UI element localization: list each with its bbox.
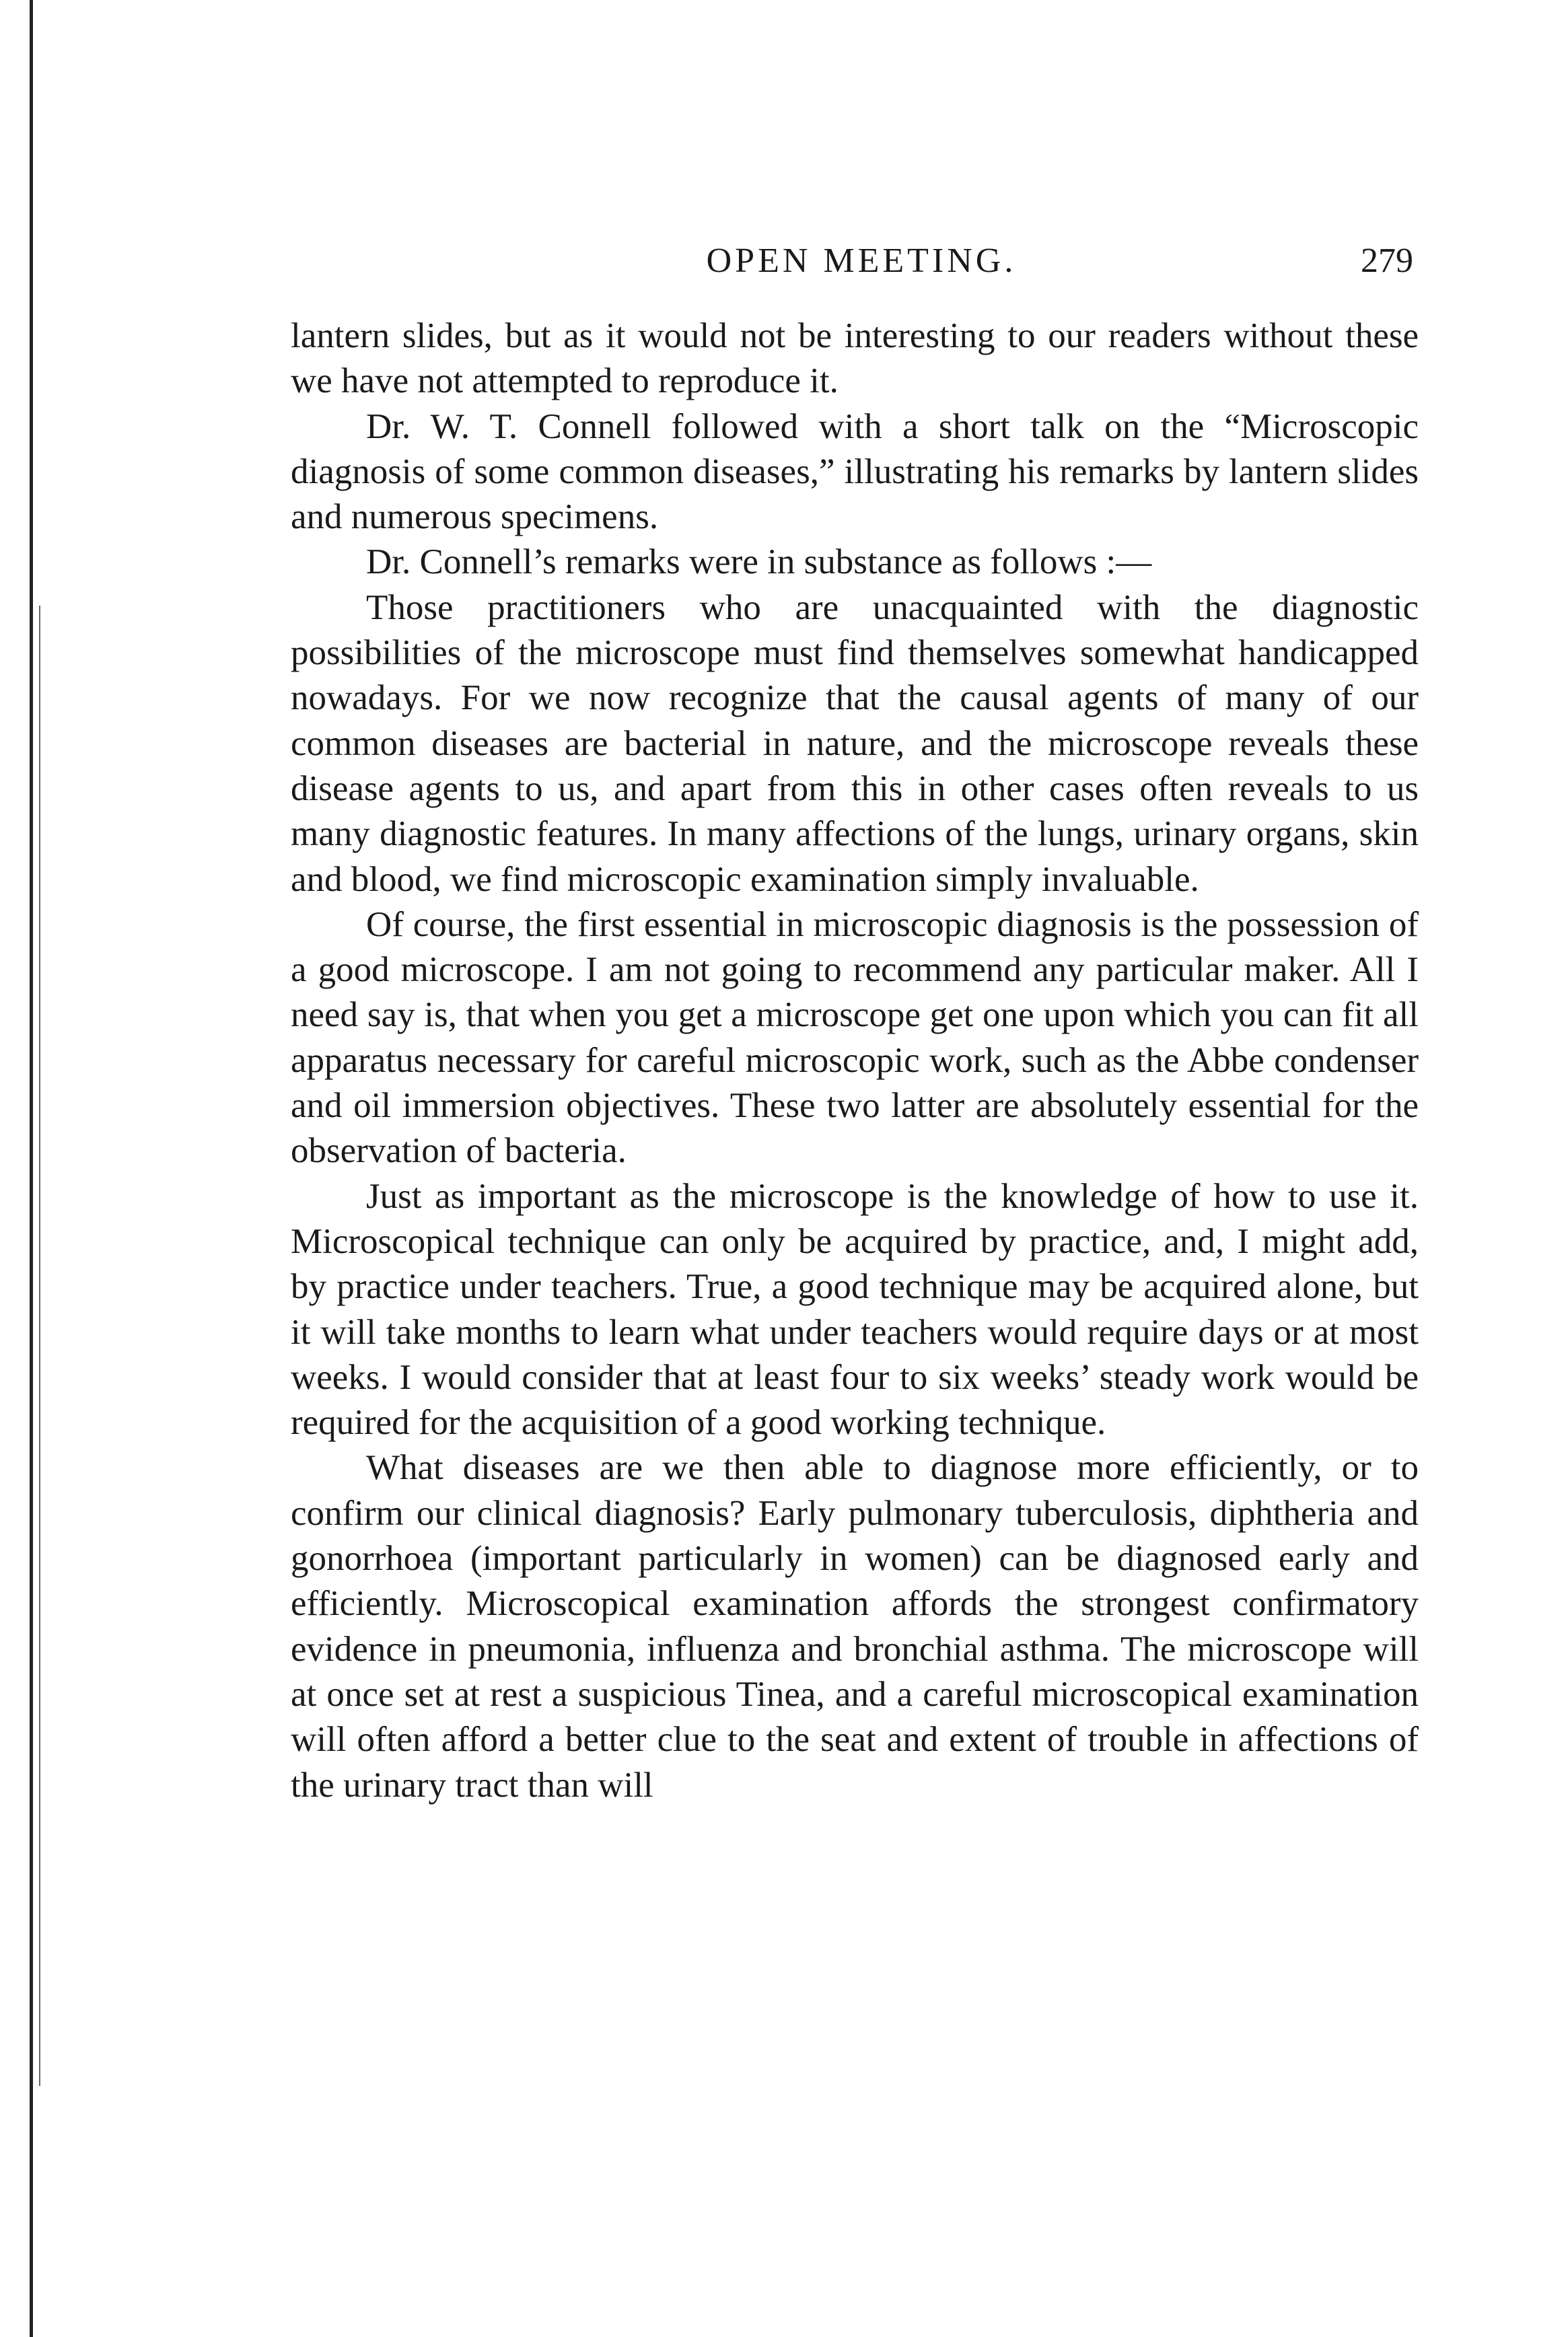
page-number: 279 [1361,242,1413,280]
paragraph: What diseases are we then able to diagnose more efficiently, or to confirm our clinical diagnosis? Early pulmonary tuberculosis, diphtheria and gonorrhoea (important particularly in women) can be diagnosed early and efficiently. Microscopical examination affords the strongest confirmatory evidence in pneumonia, influenza and bronchial asthma. The microscope will at once set at rest a suspicious Tinea, and a careful microscopical examination will often afford a better clue to the seat and extent of trouble in affections of the urinary tract than will [291,1448,1419,1805]
paragraph: Those practitioners who are unacquainted with the diagnostic possibilities of the microscope must find themselves somewhat handicapped nowadays. For we now recognize that the causal agents of many of our common diseases are bacterial in nature, and the microscope reveals these disease agents to us, and apart from this in other cases often reveals to us many diagnostic features. In many affections of the lungs, urinary organs, skin and blood, we find microscopic examination simply invaluable. [291,587,1419,899]
paragraph: Dr. Connell’s remarks were in substance as follows :— [366,542,1152,582]
paragraph: Just as important as the microscope is the knowledge of how to use it. Microscopical technique can only be acquired by practice, and, I might add, by practice under teachers. True, a good technique may be acquired alone, but it will take months to learn what under teachers would require days or at most weeks. I would consider that at least four to six weeks’ steady work would be required for the acquisition of a good working technique. [291,1176,1419,1443]
page-binding-shadow [39,606,40,2086]
page-binding-edge [30,0,33,2337]
paragraph: Dr. W. T. Connell followed with a short talk on the “Microscopic diagnosis of some common diseases,” illustrating his remarks by lantern slides and numerous specimens. [291,406,1419,537]
paragraph: Of course, the first essential in microscopic diagnosis is the possession of a good microscope. I am not going to recommend any particular maker. All I need say is, that when you get a microscope get one upon which you can fit all apparatus necessary for careful microscopic work, such as the Abbe condenser and oil immersion objectives. These two latter are absolutely essential for the observation of bacteria. [291,904,1419,1171]
running-header [296,234,1427,288]
paragraph-continuation: lantern slides, but as it would not be interesting to our readers without these we have not attempted to reproduce it. [291,316,1419,401]
body-text [291,314,1419,1808]
running-title: OPEN MEETING. [706,242,1017,280]
